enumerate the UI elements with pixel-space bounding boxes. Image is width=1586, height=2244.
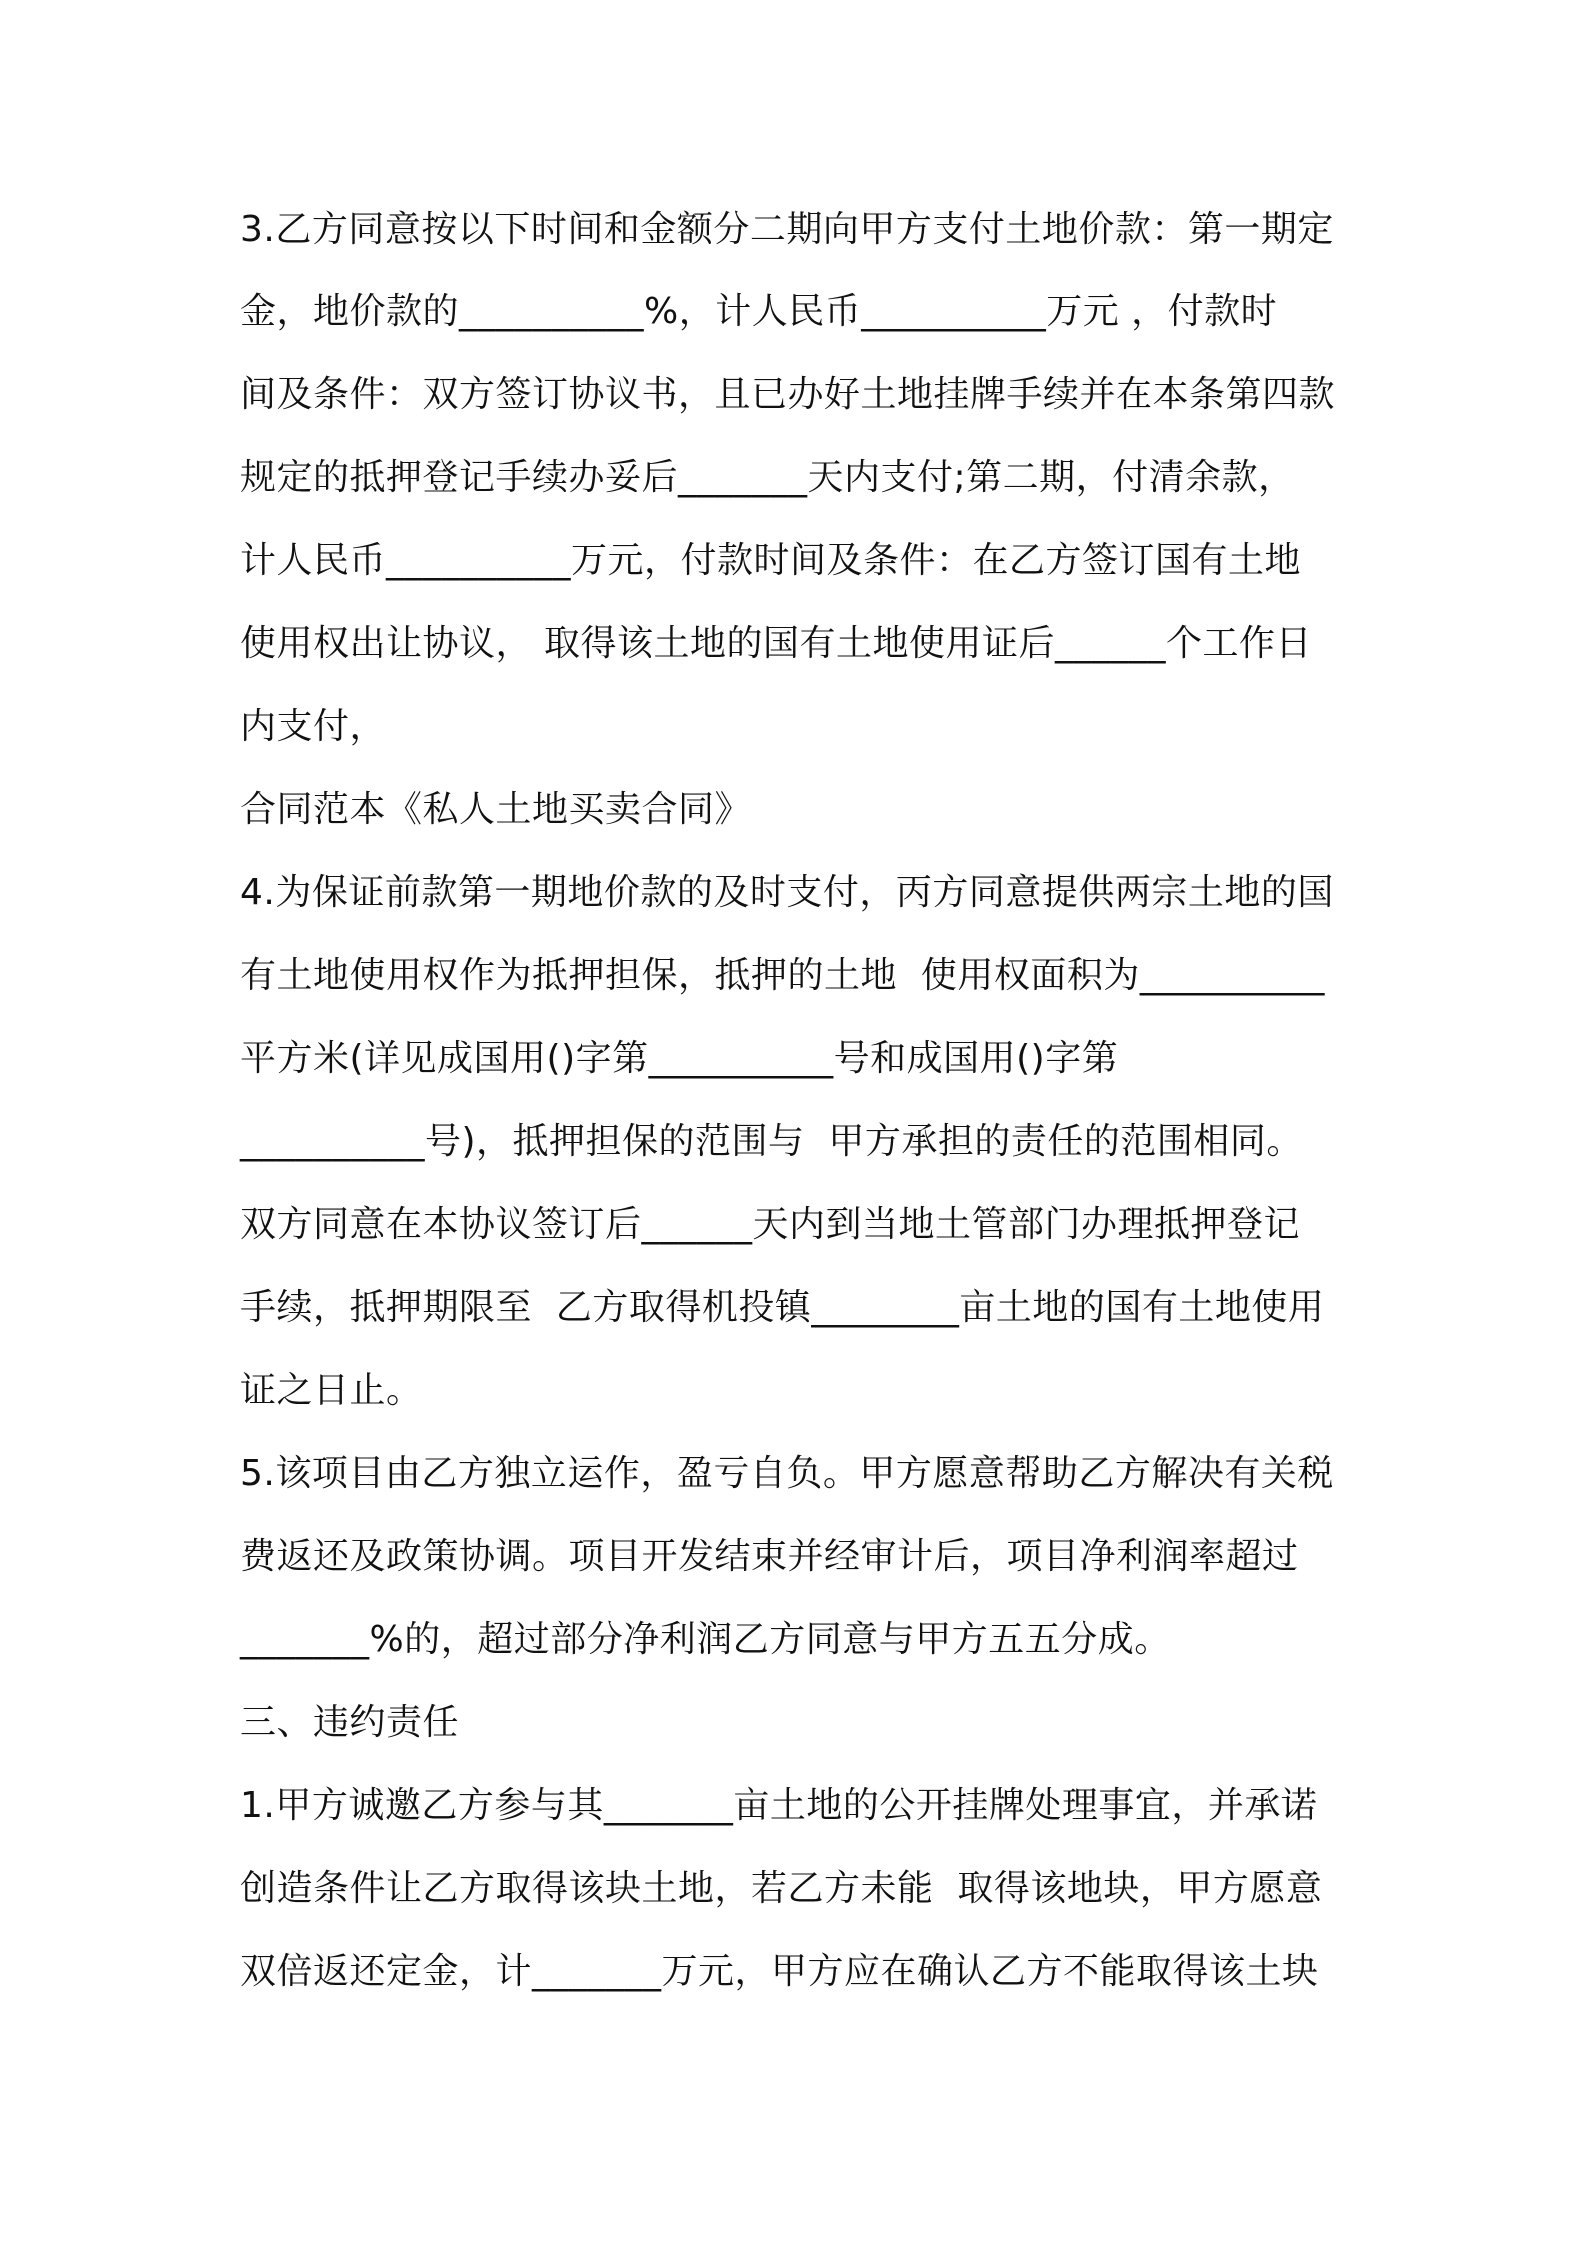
text-line: 双方同意在本协议签订后______天内到当地土管部门办理抵押登记: [240, 1204, 1301, 1245]
text-line: 5.该项目由乙方独立运作，盈亏自负。甲方愿意帮助乙方解决有关税: [240, 1453, 1334, 1494]
text-line: 计人民币__________万元，付款时间及条件：在乙方签订国有土地: [240, 540, 1302, 581]
text-line: 4.为保证前款第一期地价款的及时支付，丙方同意提供两宗土地的国: [240, 872, 1334, 913]
text-line: 合同范本《私人土地买卖合同》: [240, 789, 752, 830]
text-line: 规定的抵押登记手续办妥后_______天内支付;第二期，付清余款，: [240, 457, 1295, 498]
text-line: 1.甲方诚邀乙方参与其_______亩土地的公开挂牌处理事宜，并承诺: [240, 1785, 1318, 1826]
text-line: _______%的，超过部分净利润乙方同意与甲方五五分成。: [240, 1619, 1171, 1660]
text-line: 内支付，: [240, 706, 387, 747]
text-line: 使用权出让协议， 取得该土地的国有土地使用证后______个工作日: [240, 623, 1312, 664]
text-line: 间及条件：双方签订协议书，且已办好土地挂牌手续并在本条第四款: [240, 374, 1336, 415]
text-line: 3.乙方同意按以下时间和金额分二期向甲方支付土地价款：第一期定: [240, 209, 1334, 250]
text-line: 创造条件让乙方取得该块土地，若乙方未能 取得该地块，甲方愿意: [240, 1868, 1323, 1909]
text-line: 平方米(详见成国用()字第__________号和成国用()字第: [240, 1038, 1119, 1079]
text-line: 证之日止。: [240, 1370, 423, 1411]
text-line: 手续，抵押期限至 乙方取得机投镇________亩土地的国有土地使用: [240, 1287, 1325, 1328]
text-line: 有土地使用权作为抵押担保，抵押的土地 使用权面积为__________: [240, 955, 1325, 996]
section-heading: 三、违约责任: [240, 1702, 460, 1743]
text-line: 双倍返还定金，计_______万元，甲方应在确认乙方不能取得该土块: [240, 1951, 1319, 1992]
text-line: 金，地价款的__________%，计人民币__________万元 ，付款时: [240, 291, 1278, 332]
text-line: __________号)，抵押担保的范围与 甲方承担的责任的范围相同。: [240, 1121, 1303, 1162]
text-line: 费返还及政策协调。项目开发结束并经审计后，项目净利润率超过: [240, 1536, 1299, 1577]
